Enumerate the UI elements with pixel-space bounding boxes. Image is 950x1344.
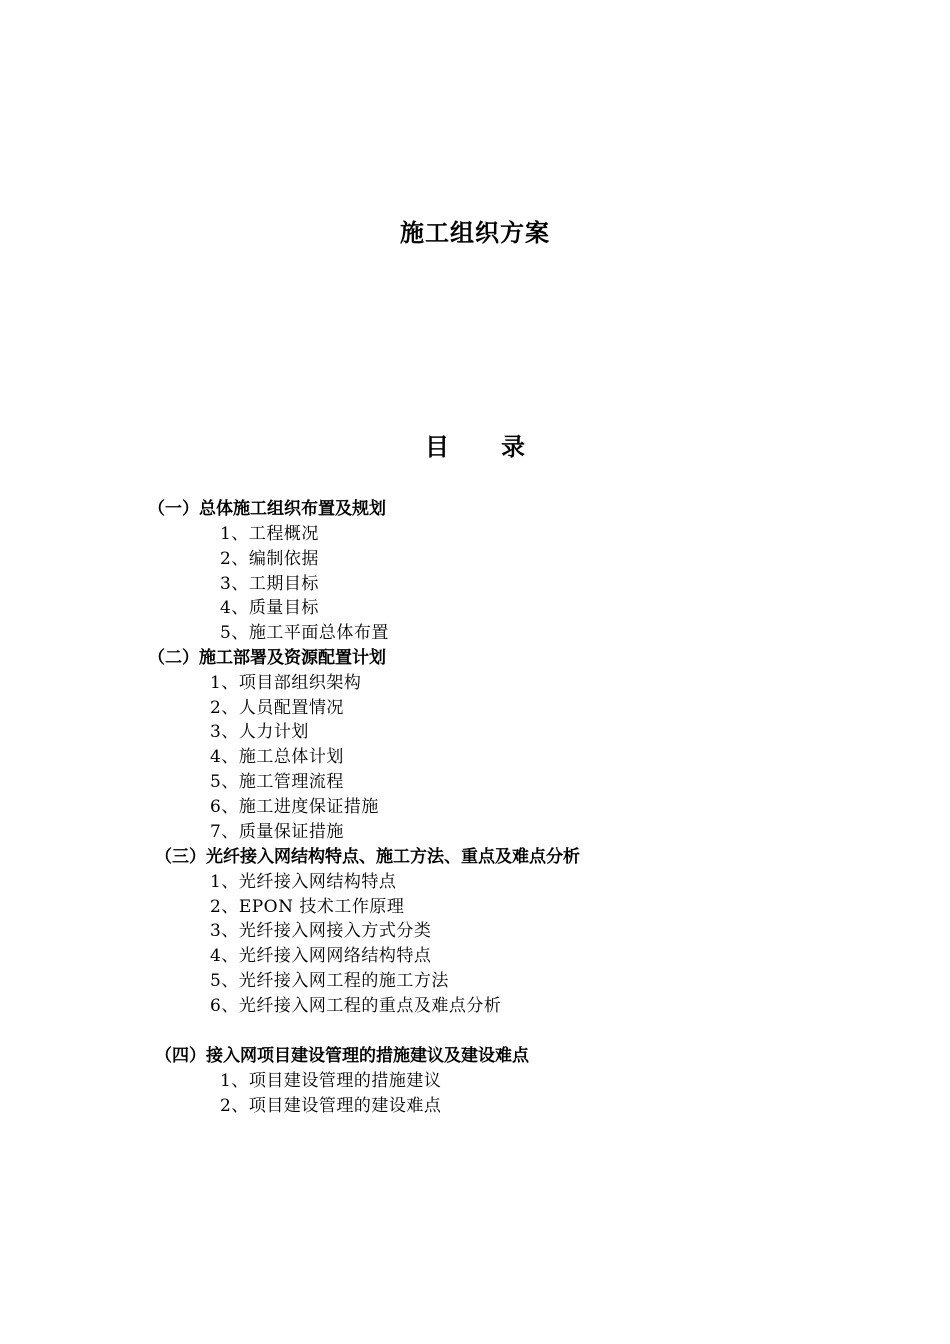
toc-item-2-2[interactable]: 2、人员配置情况 — [210, 698, 344, 718]
toc-section-3[interactable]: （三）光纤接入网结构特点、施工方法、重点及难点分析 — [155, 847, 580, 867]
toc-item-1-1[interactable]: 1、工程概况 — [220, 524, 319, 544]
toc-item-2-5[interactable]: 5、施工管理流程 — [210, 772, 344, 792]
document-title: 施工组织方案 — [400, 219, 550, 247]
toc-item-1-4[interactable]: 4、质量目标 — [220, 598, 319, 618]
toc-section-4[interactable]: （四）接入网项目建设管理的措施建议及建设难点 — [155, 1046, 529, 1066]
toc-item-4-2[interactable]: 2、项目建设管理的建设难点 — [220, 1096, 442, 1116]
toc-item-2-6[interactable]: 6、施工进度保证措施 — [210, 797, 379, 817]
toc-item-2-3[interactable]: 3、人力计划 — [210, 722, 309, 742]
toc-item-2-7[interactable]: 7、质量保证措施 — [210, 822, 344, 842]
toc-item-1-5[interactable]: 5、施工平面总体布置 — [220, 623, 389, 643]
toc-item-3-5[interactable]: 5、光纤接入网工程的施工方法 — [210, 971, 449, 991]
toc-heading-char-2: 录 — [501, 433, 525, 461]
toc-item-3-2[interactable]: 2、EPON 技术工作原理 — [210, 897, 405, 917]
toc-item-3-4[interactable]: 4、光纤接入网网络结构特点 — [210, 946, 432, 966]
toc-item-3-1[interactable]: 1、光纤接入网结构特点 — [210, 872, 397, 892]
toc-item-1-2[interactable]: 2、编制依据 — [220, 549, 319, 569]
toc-item-3-6[interactable]: 6、光纤接入网工程的重点及难点分析 — [210, 996, 502, 1016]
toc-section-1[interactable]: （一）总体施工组织布置及规划 — [148, 499, 386, 519]
toc-item-1-3[interactable]: 3、工期目标 — [220, 574, 319, 594]
toc-section-2[interactable]: （二）施工部署及资源配置计划 — [148, 648, 386, 668]
toc-item-3-3[interactable]: 3、光纤接入网接入方式分类 — [210, 921, 432, 941]
toc-heading-char-1: 目 — [425, 433, 449, 461]
toc-item-4-1[interactable]: 1、项目建设管理的措施建议 — [220, 1071, 442, 1091]
toc-item-2-1[interactable]: 1、项目部组织架构 — [210, 673, 362, 693]
toc-item-2-4[interactable]: 4、施工总体计划 — [210, 747, 344, 767]
